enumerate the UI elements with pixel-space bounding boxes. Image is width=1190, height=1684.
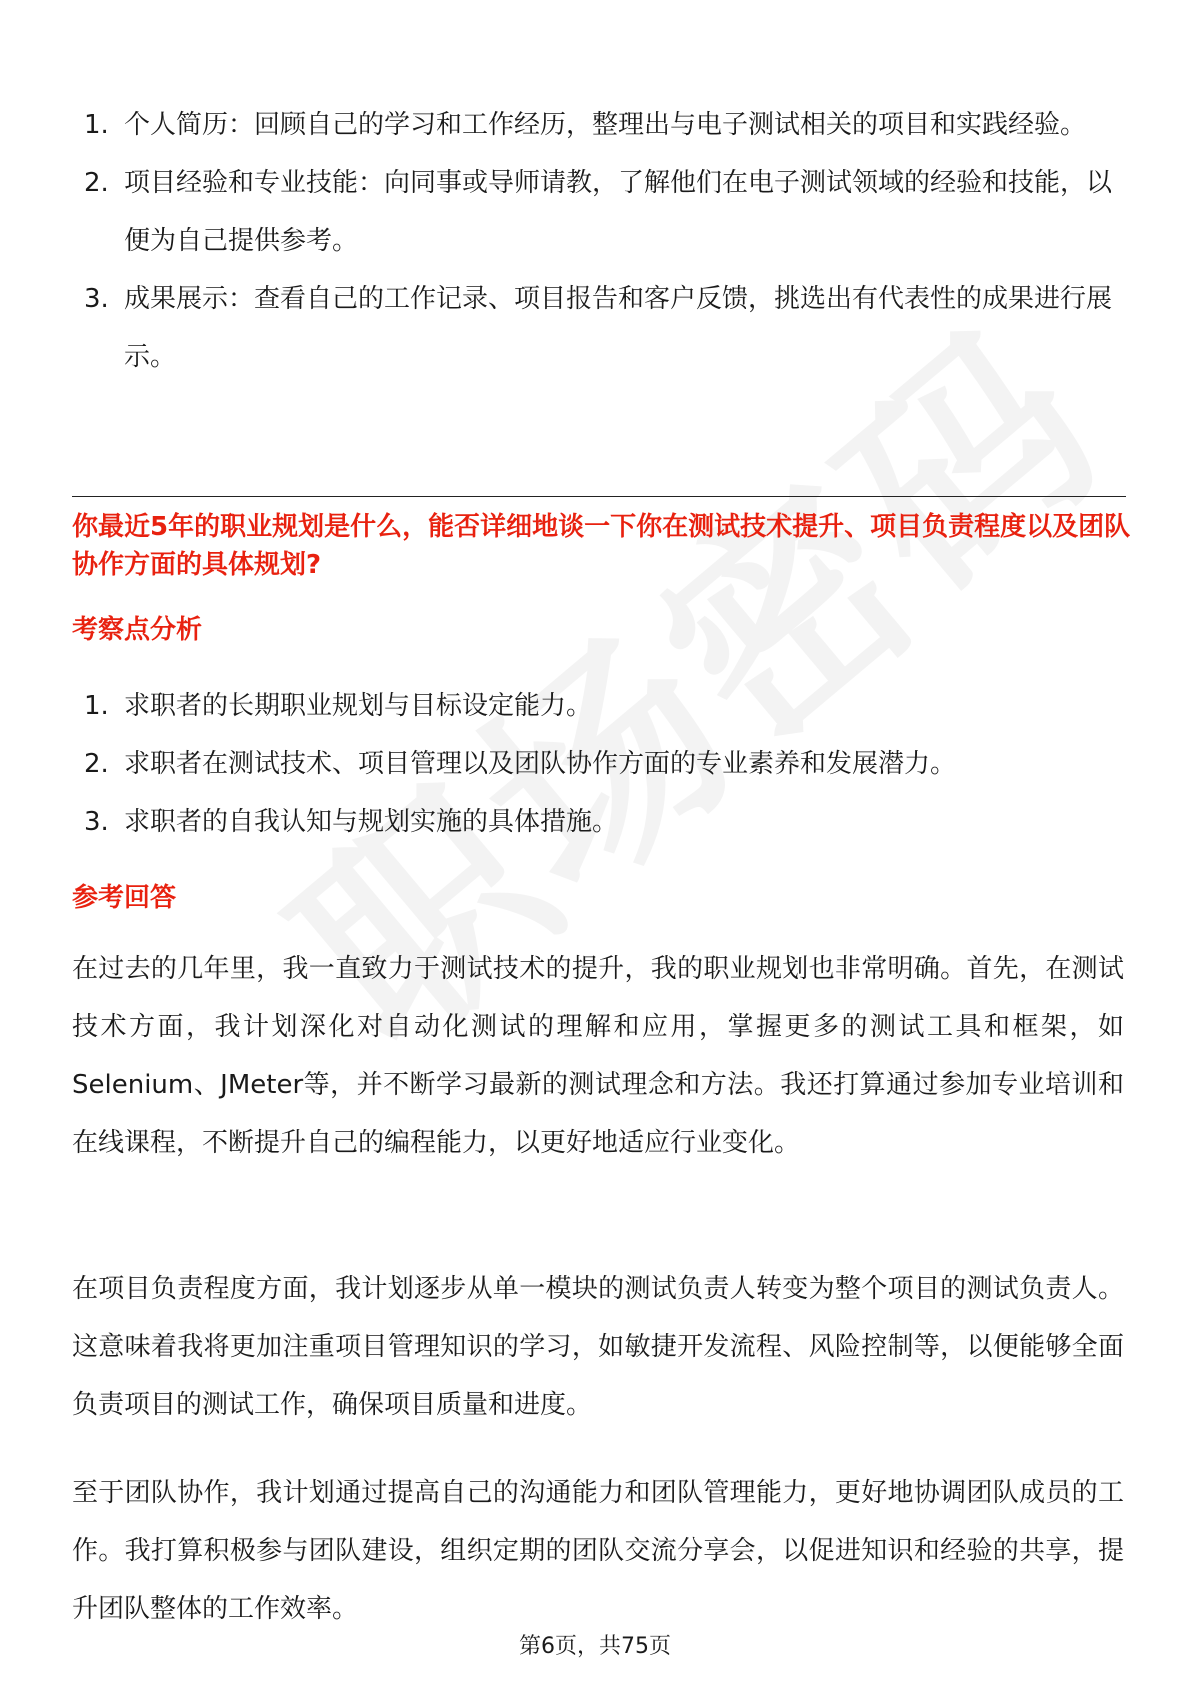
- answer-heading: 参考回答: [72, 883, 177, 913]
- section-divider: [72, 496, 1126, 497]
- list-number: 3.: [84, 284, 109, 314]
- list-number: 2.: [84, 168, 109, 198]
- list-text: 求职者的长期职业规划与目标设定能力。: [124, 691, 593, 721]
- list-text: 求职者的自我认知与规划实施的具体措施。: [124, 807, 619, 837]
- list-text: 成果展示：查看自己的工作记录、项目报告和客户反馈，挑选出有代表性的成果进行展示。: [124, 284, 1113, 372]
- list-item: [84, 270, 1124, 386]
- interview-question: 你最近5年的职业规划是什么，能否详细地谈一下你在测试技术提升、项目负责程度以及团队协作方面的具体规划?: [72, 512, 1131, 580]
- answer-paragraph: 在项目负责程度方面，我计划逐步从单一模块的测试负责人转变为整个项目的测试负责人。这意味着我将更加注重项目管理知识的学习，如敏捷开发流程、风险控制等，以便能够全面负责项目的测试工作，确保项目质量和进度。: [72, 1274, 1124, 1420]
- previous-answer-list: [84, 96, 1124, 386]
- list-text: 个人简历：回顾自己的学习和工作经历，整理出与电子测试相关的项目和实践经验。: [124, 110, 1087, 140]
- list-number: 1.: [84, 110, 109, 140]
- list-number: 2.: [84, 749, 109, 779]
- list-item: [84, 154, 1124, 270]
- list-item: [84, 96, 1124, 154]
- list-item: [84, 735, 1124, 793]
- list-text: 求职者在测试技术、项目管理以及团队协作方面的专业素养和发展潜力。: [124, 749, 957, 779]
- page-footer: 第6页，共75页: [519, 1634, 671, 1659]
- analysis-list: [84, 677, 1124, 851]
- list-number: 1.: [84, 691, 109, 721]
- analysis-heading: 考察点分析: [72, 615, 203, 645]
- list-item: [84, 793, 1124, 851]
- answer-paragraph: 在过去的几年里，我一直致力于测试技术的提升，我的职业规划也非常明确。首先，在测试技术方面，我计划深化对自动化测试的理解和应用，掌握更多的测试工具和框架，如Selenium、JMeter等，并不断学习最新的测试理念和方法。我还打算通过参加专业培训和在线课程，不断提升自己的编程能力，以更好地适应行业变化。: [72, 954, 1124, 1158]
- list-number: 3.: [84, 807, 109, 837]
- list-text: 项目经验和专业技能：向同事或导师请教，了解他们在电子测试领域的经验和技能，以便为自己提供参考。: [124, 168, 1113, 256]
- answer-paragraph: 至于团队协作，我计划通过提高自己的沟通能力和团队管理能力，更好地协调团队成员的工作。我打算积极参与团队建设，组织定期的团队交流分享会，以促进知识和经验的共享，提升团队整体的工作效率。: [72, 1478, 1124, 1624]
- list-item: [84, 677, 1124, 735]
